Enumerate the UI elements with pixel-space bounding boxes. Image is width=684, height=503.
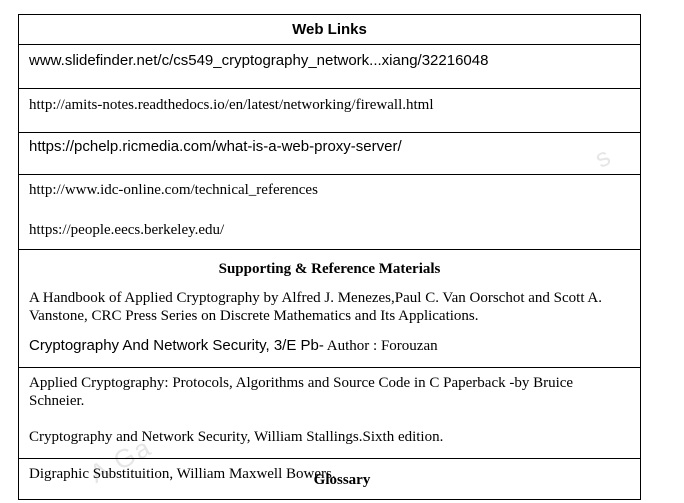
watermark-bottom: A Ga xyxy=(84,431,157,489)
supporting-cell-2 xyxy=(19,368,641,459)
supporting-heading: Supporting & Reference Materials xyxy=(218,261,441,277)
web-link-5[interactable]: https://people.eecs.berkeley.edu/ xyxy=(29,222,225,238)
reference-table xyxy=(18,14,641,500)
web-links-cell-4 xyxy=(19,175,641,250)
reference-menezes: A Handbook of Applied Cryptography by Alfred J. Menezes,Paul C. Van Oorschot and Scott A. Vanstone, CRC Press Series on Discrete Mathematics and Its Applications. xyxy=(29,290,602,324)
reference-forouzan-title: Cryptography And Network Security, 3/E Pb- xyxy=(29,337,324,354)
web-link-1[interactable]: www.slidefinder.net/c/cs549_cryptography_network...xiang/32216048 xyxy=(19,45,641,89)
web-link-2[interactable]: http://amits-notes.readthedocs.io/en/latest/networking/firewall.html xyxy=(19,89,641,133)
web-link-3[interactable]: https://pchelp.ricmedia.com/what-is-a-web-proxy-server/ xyxy=(19,133,641,175)
reference-forouzan xyxy=(29,337,630,355)
web-link-4[interactable]: http://www.idc-online.com/technical_references xyxy=(29,182,318,198)
reference-schneier: Applied Cryptography: Protocols, Algorithms and Source Code in C Paperback -by Bruice Schneier. xyxy=(29,375,574,409)
reference-stallings: Cryptography and Network Security, William Stallings.Sixth edition. xyxy=(29,429,444,445)
glossary-heading: Glossary xyxy=(313,472,371,488)
reference-bowers: Digraphic Substituition, William Maxwell Bowers. xyxy=(19,459,641,500)
supporting-cell xyxy=(19,250,641,368)
watermark-right: s xyxy=(589,140,617,174)
reference-forouzan-author: Author : Forouzan xyxy=(326,338,438,354)
web-links-heading: Web Links xyxy=(19,15,641,45)
